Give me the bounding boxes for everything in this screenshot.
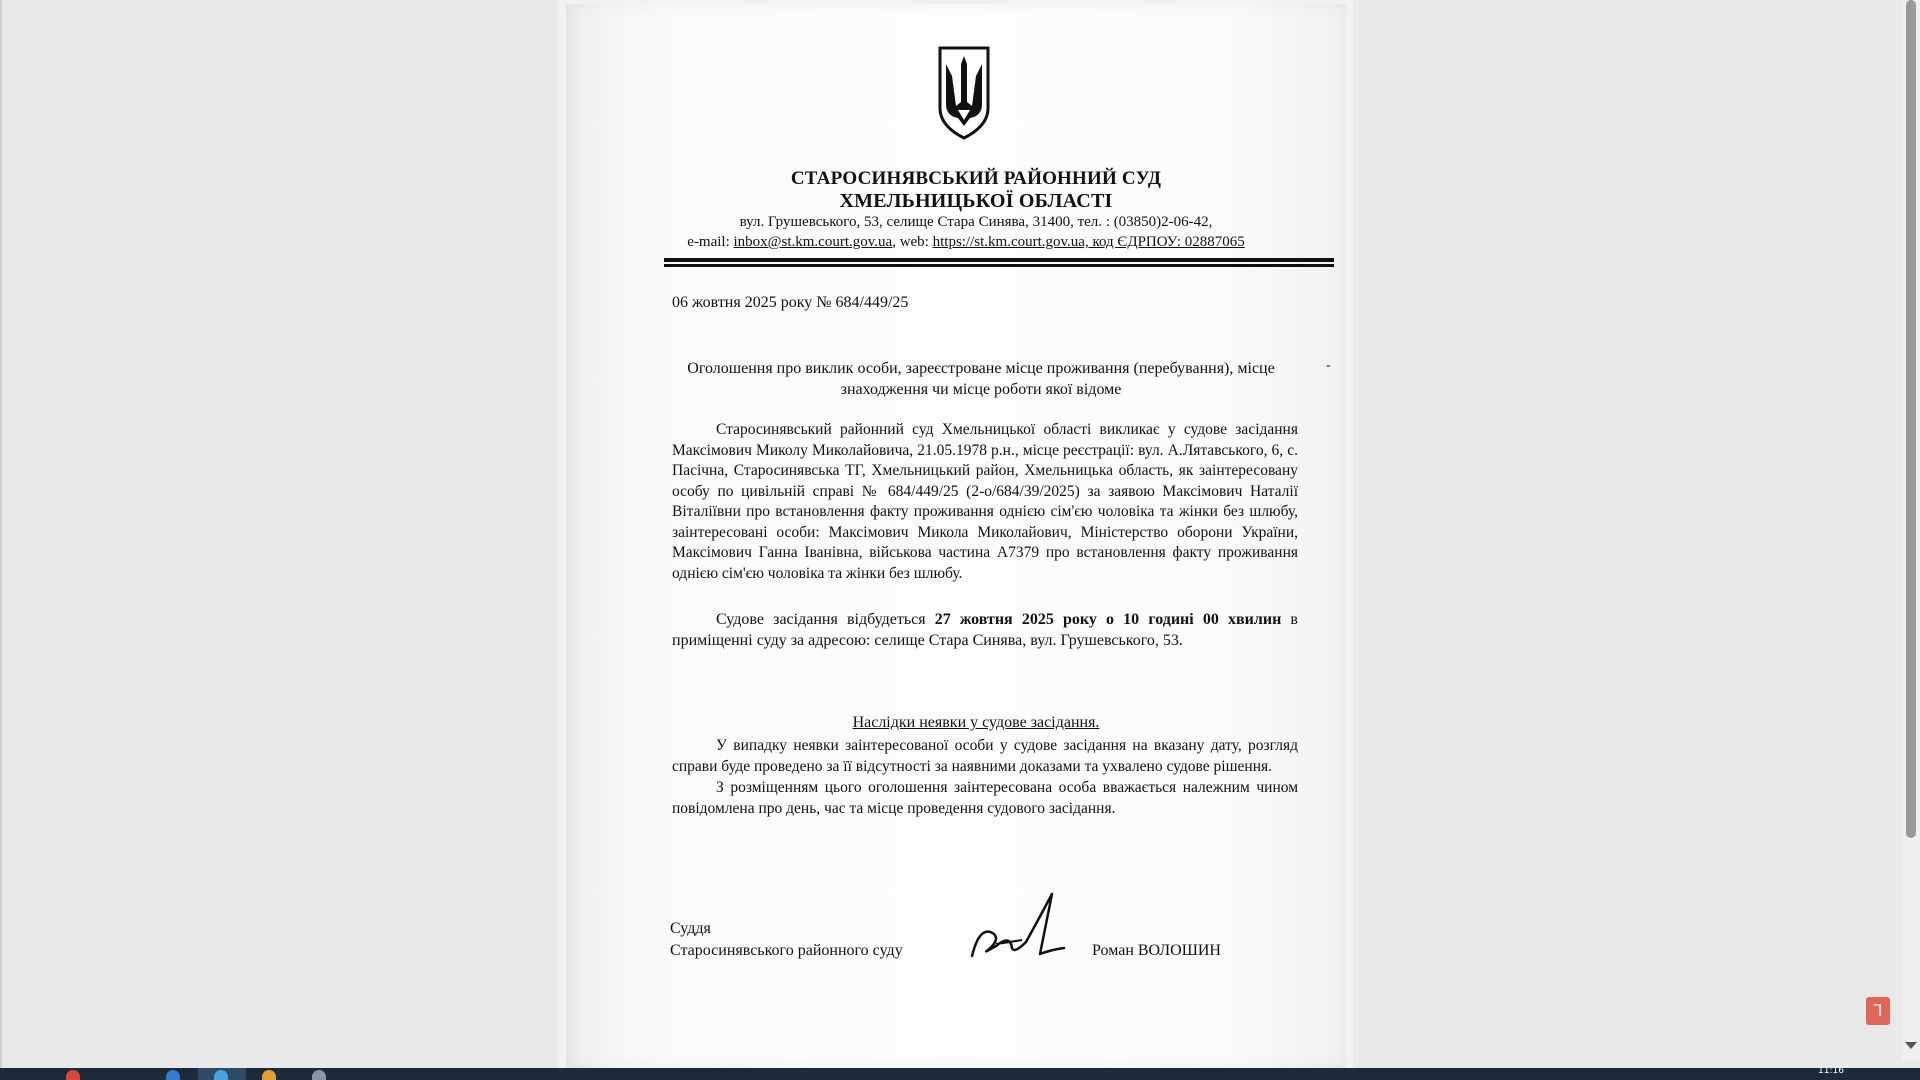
trident-emblem-icon: [936, 46, 992, 140]
web-label: , web:: [892, 234, 933, 250]
court-contacts: [576, 234, 1356, 251]
taskbar-app-icon-gray[interactable]: [312, 1070, 326, 1080]
taskbar: [0, 1068, 1920, 1080]
judge-title: [670, 918, 903, 962]
judge-title-line2: Старосинявського районного суду: [670, 942, 903, 959]
date-and-case-number: 06 жовтня 2025 року № 684/449/25: [672, 294, 909, 311]
announcement-heading: Оголошення про виклик особи, зареєстроване місце проживання (перебування), місце знаходження чи місце роботи якої відоме: [687, 360, 1275, 398]
hearing-paragraph: [672, 610, 1298, 651]
notice-text: З розміщенням цього оголошення заінтересована особа вважається належним чином повідомлена про день, час та місце проведення судового засідання.: [672, 779, 1298, 817]
consequences-paragraph: [672, 736, 1298, 777]
margin-dash: -: [1326, 358, 1331, 373]
summons-text: Старосинявський районний суд Хмельницької області викликає у судове засідання Максімович Миколу Миколайовича, 21.05.1978 р.н., місце реєстрації: вул. А.Лятавського, 6, с. Пасічна, Старосинявська ТГ, Хмельницький район, Хмельницька область, як заінтересовану особу по цивільній справі № 684/449/25 (2-о/684/39/2025) за заявою Максімович Наталії Віталіївни про встановлення факту проживання однією сім'єю чоловіка та жінки без шлюбу, заінтересовані особи: Максімович Микола Миколайович, Міністерство оборони України, Максімович Ганна Іванівна, військова частина А7379 про встановлення факту проживання однією сім'єю чоловіка та жінки без шлюбу.: [672, 421, 1298, 582]
judge-name: Роман ВОЛОШИН: [1092, 942, 1221, 959]
header-rule-thick: [664, 258, 1334, 262]
taskbar-app-icon-red[interactable]: [66, 1070, 80, 1080]
document-page: [566, 4, 1346, 1068]
scroll-down-arrow-icon[interactable]: [1905, 1042, 1917, 1049]
court-name-line2: ХМЕЛЬНИЦЬКОЇ ОБЛАСТІ: [839, 190, 1113, 212]
email-label: e-mail:: [687, 234, 734, 250]
hearing-datetime: 27 жовтня 2025 року о 10 годині 00 хвилин: [934, 611, 1282, 628]
court-address: вул. Грушевського, 53, селище Стара Синява, 31400, тел. : (03850)2-06-42,: [739, 214, 1213, 230]
web-link[interactable]: https://st.km.court.gov.ua, код ЄДРПОУ: 02887065: [932, 234, 1245, 250]
notice-paragraph: [672, 778, 1298, 819]
taskbar-app-icon-browser[interactable]: [214, 1070, 228, 1080]
judge-title-line1: Суддя: [670, 920, 711, 937]
hearing-text-start: Судове засідання відбудеться: [716, 611, 935, 628]
pdf-icon[interactable]: ⅂: [1866, 997, 1890, 1025]
scrollbar-thumb[interactable]: [1906, 0, 1916, 838]
vertical-scrollbar[interactable]: [1902, 0, 1920, 1060]
taskbar-app-icon-orange[interactable]: [262, 1070, 276, 1080]
email-link[interactable]: inbox@st.km.court.gov.ua: [733, 234, 893, 250]
taskbar-app-icon-blue[interactable]: [166, 1070, 180, 1080]
header-rule-thin: [664, 264, 1334, 267]
consequences-text: У випадку неявки заінтересованої особи у судове засідання на вказану дату, розгляд справи буде проведено за її відсутності за наявними доказами та ухвалено судове рішення.: [672, 737, 1298, 775]
consequences-title: Наслідки неявки у судове засідання.: [852, 714, 1100, 731]
court-name-line1: СТАРОСИНЯВСЬКИЙ РАЙОННИЙ СУД: [790, 168, 1162, 189]
hearing-text-end: в приміщенні суду за адресою: селище Стара Синява, вул. Грушевського, 53.: [672, 611, 1298, 649]
taskbar-clock[interactable]: 11:16: [1818, 1066, 1844, 1076]
signature-image: [966, 884, 1076, 964]
summons-paragraph: [672, 420, 1298, 584]
